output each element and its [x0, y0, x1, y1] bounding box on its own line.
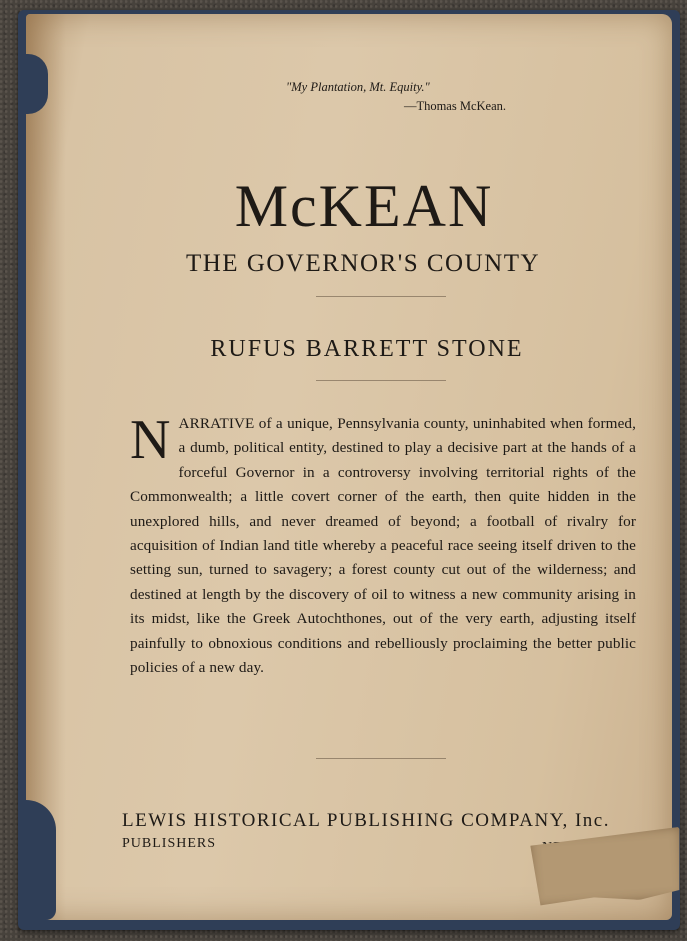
epigraph-attribution: —Thomas McKean.: [403, 99, 506, 113]
divider-rule: [316, 380, 446, 381]
description-text: ARRATIVE of a unique, Pennsylvania county, uninhabited when formed, a dumb, political entity, destined to play a decisive part at the hands of a forceful Governor in a controversy involving territorial rights of the Commonwealth; a little covert corner of the earth, then quite hidden in the unexplored hills, and never dreamed of beyond; a football of rivalry for acquisition of Indian land title whereby a peaceful race seeing itself driven to the setting sun, turned to savagery; a forest county cut out of the wilderness; and destined at length by the discovery of oil to witness a new community arising in its midst, like the Greek Autochthones, out of the very earth, adjusting itself painfully to obnoxious conditions and rebelliously proclaiming the better public policies of a new day.: [130, 415, 636, 677]
dust-jacket: [26, 14, 672, 920]
epigraph-quote: "My Plantation, Mt. Equity.": [286, 80, 430, 94]
divider-rule: [316, 296, 446, 297]
epigraph: [266, 78, 526, 116]
book-description: [130, 409, 636, 680]
book-title: McKEAN: [234, 173, 494, 239]
divider-rule: [316, 758, 446, 759]
publishers-label: PUBLISHERS: [122, 836, 217, 851]
book-author: RUFUS BARRETT STONE: [210, 336, 524, 362]
jacket-tear-top-left: [26, 54, 48, 114]
jacket-edge-shadow: [26, 14, 66, 920]
drop-cap: N: [130, 409, 171, 471]
torn-corner-patch: [530, 827, 685, 907]
jacket-tear-bottom-left: [26, 800, 56, 920]
book-subtitle: THE GOVERNOR'S COUNTY: [185, 250, 541, 277]
publisher-name: LEWIS HISTORICAL PUBLISHING COMPANY, Inc.: [122, 810, 610, 831]
